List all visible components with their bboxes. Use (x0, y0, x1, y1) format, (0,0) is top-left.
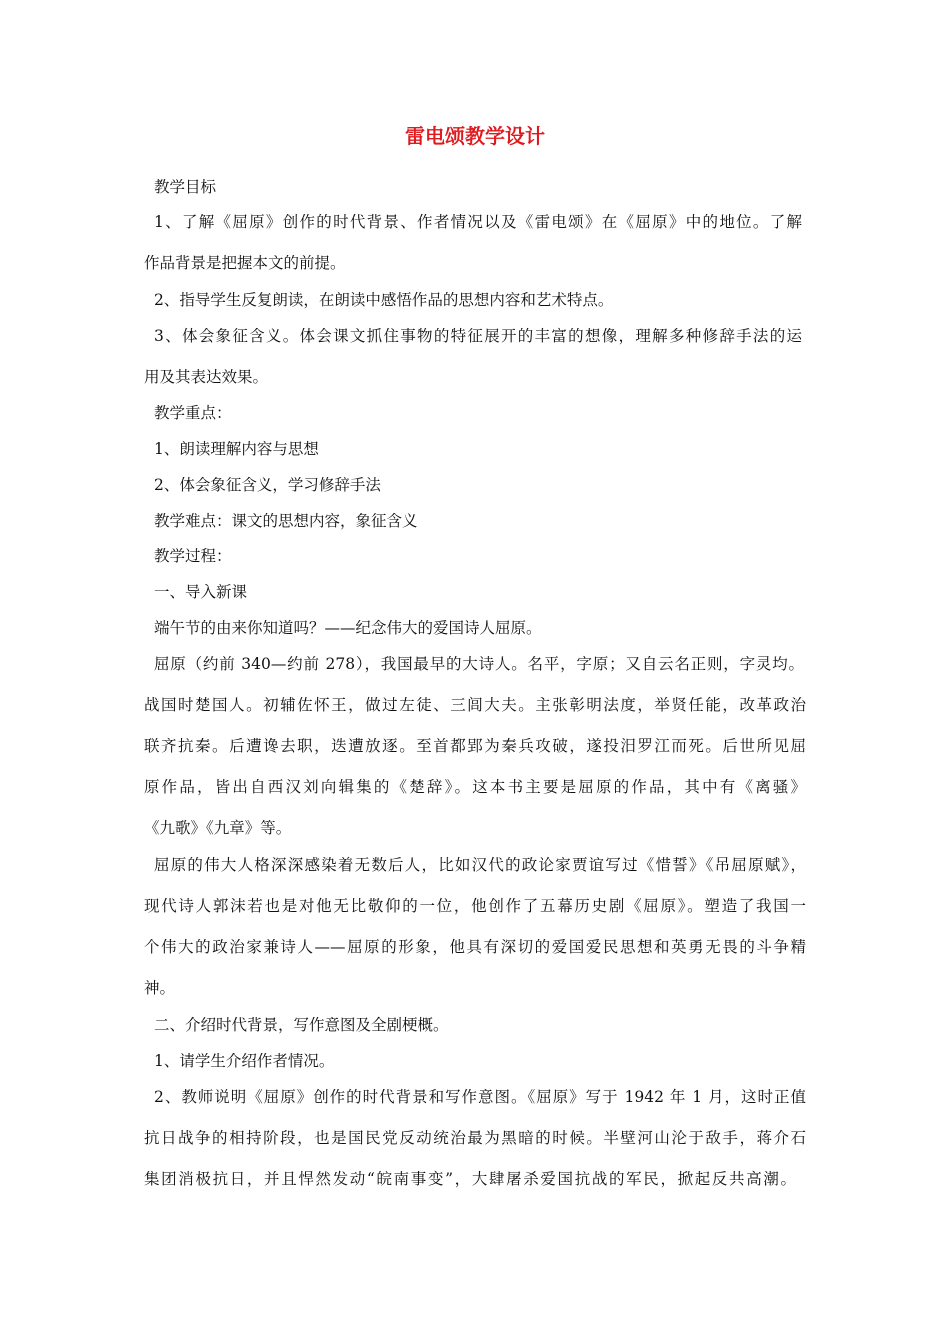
paragraph-line: 联齐抗秦。后遭谗去职，迭遭放逐。至首都郢为秦兵攻破，遂投汨罗江而死。后世所见屈 (144, 737, 806, 755)
section-heading: 一、导入新课 (154, 583, 248, 601)
paragraph-line: 屈原的伟大人格深深感染着无数后人，比如汉代的政论家贾谊写过《惜誓》《吊屈原赋》， (154, 856, 806, 874)
paragraph-line: 现代诗人郭沫若也是对他无比敬仰的一位，他创作了五幕历史剧《屈原》。塑造了我国一 (144, 897, 806, 915)
paragraph-line: 1、了解《屈原》创作的时代背景、作者情况以及《雷电颂》在《屈原》中的地位。了解 (154, 213, 802, 231)
paragraph-line: 抗日战争的相持阶段，也是国民党反动统治最为黑暗的时候。半壁河山沦于敌手，蒋介石 (144, 1129, 806, 1147)
paragraph-line: 用及其表达效果。 (144, 368, 269, 386)
paragraph-line: 2、指导学生反复朗读，在朗读中感悟作品的思想内容和艺术特点。 (154, 291, 614, 309)
heading-objectives: 教学目标 (154, 178, 217, 196)
paragraph-line: 端午节的由来你知道吗？——纪念伟大的爱国诗人屈原。 (154, 619, 542, 637)
paragraph-line: 原作品，皆出自西汉刘向辑集的《楚辞》。这本书主要是屈原的作品，其中有《离骚》 (144, 778, 806, 796)
paragraph-line: 屈原（约前 340—约前 278），我国最早的大诗人。名平，字原；又自云名正则，字灵均。 (154, 655, 804, 673)
paragraph-line: 2、教师说明《屈原》创作的时代背景和写作意图。《屈原》写于 1942 年 1 月，这时正值 (154, 1088, 806, 1106)
paragraph-line: 3、体会象征含义。体会课文抓住事物的特征展开的丰富的想像，理解多种修辞手法的运 (154, 327, 802, 345)
paragraph-line: 1、朗读理解内容与思想 (154, 440, 319, 458)
heading-process: 教学过程： (154, 547, 232, 565)
paragraph-line: 神。 (144, 979, 176, 997)
heading-difficulties: 教学难点：课文的思想内容，象征含义 (154, 512, 418, 530)
heading-key-points: 教学重点： (154, 404, 232, 422)
document-title: 雷电颂教学设计 (405, 124, 545, 148)
paragraph-line: 《九歌》《九章》等。 (144, 819, 292, 837)
paragraph-line: 集团消极抗日，并且悍然发动“皖南事变”，大肆屠杀爱国抗战的军民，掀起反共高潮。 (144, 1170, 796, 1188)
paragraph-line: 个伟大的政治家兼诗人——屈原的形象，他具有深切的爱国爱民思想和英勇无畏的斗争精 (144, 938, 806, 956)
paragraph-line: 作品背景是把握本文的前提。 (144, 254, 346, 272)
paragraph-line: 1、请学生介绍作者情况。 (154, 1052, 335, 1070)
section-heading: 二、介绍时代背景，写作意图及全剧梗概。 (154, 1016, 449, 1034)
paragraph-line: 2、体会象征含义，学习修辞手法 (154, 476, 381, 494)
paragraph-line: 战国时楚国人。初辅佐怀王，做过左徒、三闾大夫。主张彰明法度，举贤任能，改革政治 (144, 696, 806, 714)
